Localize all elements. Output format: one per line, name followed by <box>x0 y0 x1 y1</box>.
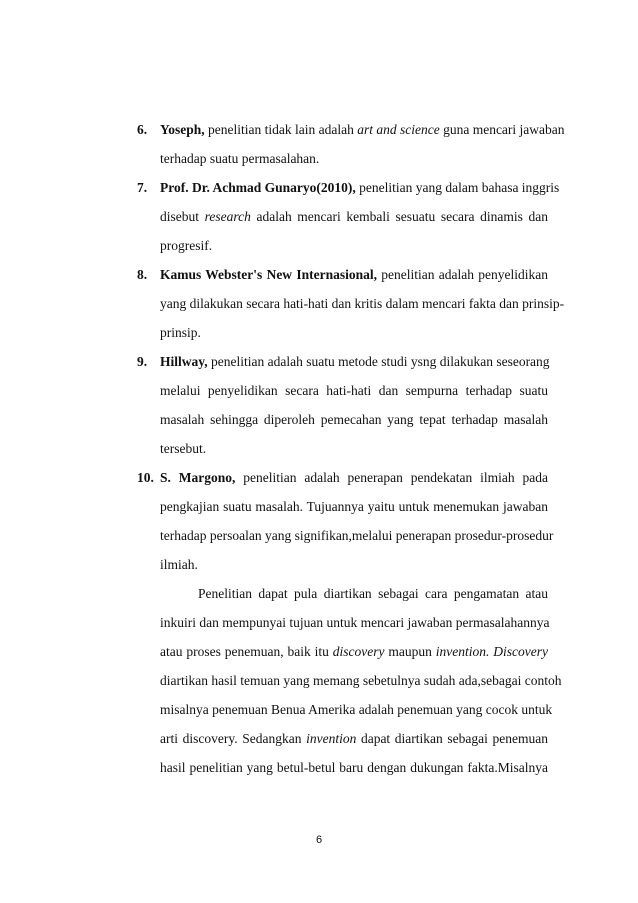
list-item-line <box>160 324 548 342</box>
text-run: hasil penelitian yang betul-betul baru dengan dukungan fakta.Misalnya <box>160 760 548 775</box>
text-run: masalah sehingga diperoleh pemecahan yang tepat terhadap masalah <box>160 412 548 427</box>
list-item-line <box>160 179 560 197</box>
text-run: terhadap suatu permasalahan. <box>160 151 320 166</box>
list-item-line <box>160 527 554 545</box>
text-run: prinsip. <box>160 325 201 340</box>
list-item-line <box>160 498 548 516</box>
text-run: pengkajian suatu masalah. Tujuannya yaitu untuk menemukan jawaban <box>160 499 548 514</box>
list-item-number: 7. <box>137 180 148 195</box>
list-item-line <box>160 150 548 168</box>
bold-run: Hillway, <box>160 354 208 369</box>
paragraph-line <box>160 759 548 777</box>
italic-run: art and science <box>357 122 440 137</box>
paragraph-line <box>160 643 548 661</box>
italic-run: invention. Discovery <box>435 644 549 659</box>
bold-run: Prof. Dr. Achmad Gunaryo(2010), <box>160 180 356 195</box>
paragraph-line <box>160 614 548 632</box>
list-item-line <box>160 382 548 400</box>
text-run: maupun <box>384 644 436 659</box>
text-run: guna mencari jawaban <box>439 122 565 137</box>
list-item-number: 8. <box>137 267 148 282</box>
text-run: inkuiri dan mempunyai tujuan untuk mencari jawaban permasalahannya <box>160 615 550 630</box>
text-run: ilmiah. <box>160 557 198 572</box>
italic-run: invention <box>306 731 357 746</box>
page-number: 6 <box>315 834 323 846</box>
list-item-line <box>160 556 548 574</box>
text-run: yang dilakukan secara hati-hati dan kritis dalam mencari fakta dan prinsip- <box>160 296 565 311</box>
bold-run: Yoseph, <box>160 122 205 137</box>
text-run: terhadap persoalan yang signifikan,melalui penerapan prosedur-prosedur <box>160 528 554 543</box>
text-run: penelitian tidak lain adalah <box>204 122 358 137</box>
list-item-line <box>160 440 548 458</box>
text-run: tersebut. <box>160 441 207 456</box>
text-run: dapat diartikan sebagai penemuan <box>356 731 548 746</box>
list-item-number: 9. <box>137 354 148 369</box>
text-run: misalnya penemuan Benua Amerika adalah penemuan yang cocok untuk <box>160 702 553 717</box>
list-item-number: 6. <box>137 122 148 137</box>
list-item-line <box>160 411 548 429</box>
text-run: arti discovery. Sedangkan <box>160 731 307 746</box>
text-run: Penelitian dapat pula diartikan sebagai cara pengamatan atau <box>198 586 548 601</box>
list-item-line <box>160 353 548 371</box>
list-item-line <box>160 295 565 313</box>
text-run: penelitian adalah suatu metode studi ysng dilakukan seseorang <box>207 354 550 369</box>
list-item-line <box>160 237 548 255</box>
bold-run: S. Margono, <box>160 470 236 485</box>
list-item-line <box>160 121 565 139</box>
text-run: disebut <box>160 209 205 224</box>
italic-run: discovery <box>332 644 385 659</box>
list-item-line <box>160 266 548 284</box>
text-run: adalah mencari kembali sesuatu secara dinamis dan <box>250 209 548 224</box>
text-run: penelitian adalah penyelidikan <box>376 267 549 282</box>
list-item-number: 10. <box>137 470 154 485</box>
paragraph-line <box>160 701 553 719</box>
paragraph-line <box>198 585 548 603</box>
list-item-line <box>160 469 548 487</box>
paragraph-line <box>160 672 562 690</box>
italic-run: research <box>204 209 251 224</box>
bold-run: Kamus Webster's New Internasional, <box>160 267 377 282</box>
text-run: penelitian adalah penerapan pendekatan ilmiah pada <box>235 470 548 485</box>
list-item-line <box>160 208 548 226</box>
text-run: melalui penyelidikan secara hati-hati dan sempurna terhadap suatu <box>160 383 548 398</box>
paragraph-line <box>160 730 548 748</box>
text-run: diartikan hasil temuan yang memang sebetulnya sudah ada,sebagai contoh <box>160 673 562 688</box>
text-run: progresif. <box>160 238 213 253</box>
text-run: penelitian yang dalam bahasa inggris <box>355 180 560 195</box>
text-run: atau proses penemuan, baik itu <box>160 644 333 659</box>
